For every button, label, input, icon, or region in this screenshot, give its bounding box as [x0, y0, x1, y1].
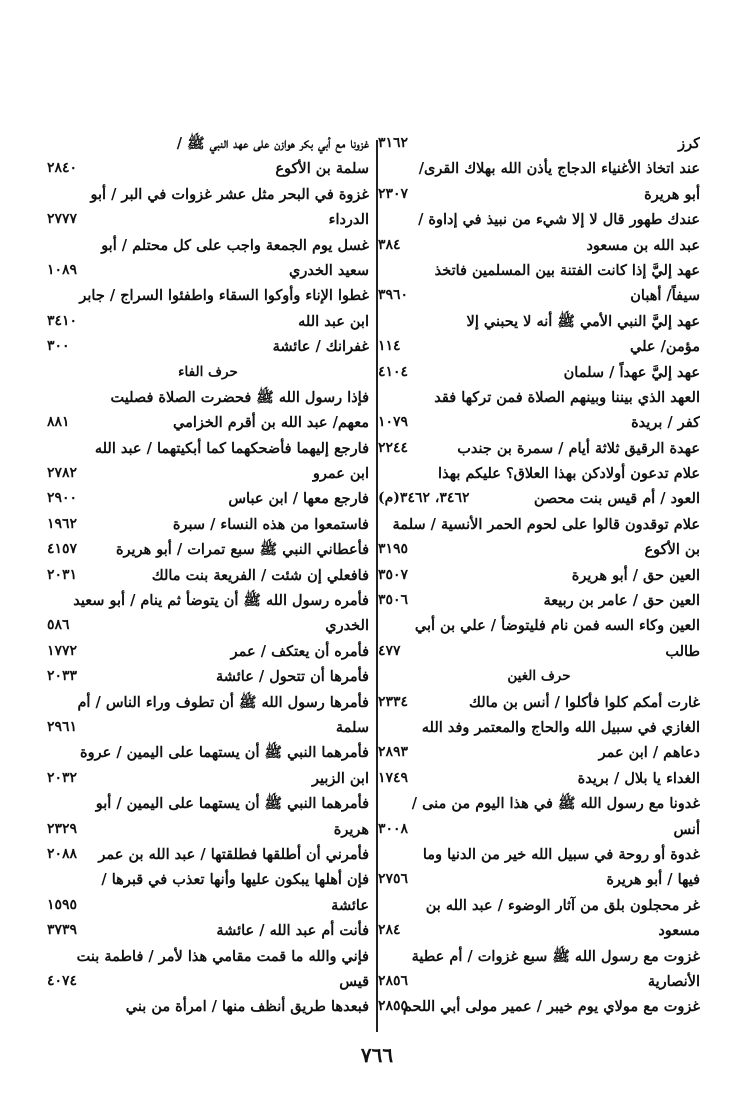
index-entry	[47, 588, 369, 613]
index-entry	[378, 740, 700, 765]
entry-text: سعيد الخدري	[289, 261, 369, 279]
hadith-number: ٢٨٤	[378, 922, 401, 939]
index-entry	[47, 893, 369, 918]
hadith-number: ٢٨٥٥	[378, 998, 409, 1015]
hadith-number: ١٩٦٢	[47, 515, 78, 532]
entry-text: فأمرني أن أطلقها فطلقتها / عبد الله بن عمر	[98, 845, 369, 863]
entry-text: الغازي في سبيل الله والحاج والمعتمر وفد الله	[421, 718, 700, 736]
entry-text: هريرة	[333, 820, 369, 838]
hadith-number: ١٧٧٢	[47, 642, 78, 659]
entry-text: عبد الله بن مسعود	[586, 236, 700, 254]
hadith-number: ٢٧٥٦	[378, 871, 409, 888]
page-number: ٧٦٦	[360, 1043, 394, 1067]
index-entry	[378, 639, 700, 664]
entry-text: معهم/ عبد الله بن أقرم الخزامي	[173, 414, 369, 432]
index-entry	[378, 233, 700, 258]
entry-text: غزوت مع مولاي يوم خيبر / عمير مولى أبي اللحم	[402, 998, 700, 1016]
entry-text: عند اتخاذ الأغنياء الدجاج يأذن الله بهلاك القرى/	[418, 160, 700, 178]
entry-text: فإني والله ما قمت مقامي هذا لأمر / فاطمة بنت	[76, 947, 369, 965]
entry-text: العود / أم قيس بنت محصن	[533, 490, 700, 508]
column-divider	[376, 140, 378, 1032]
index-entry	[378, 537, 700, 562]
entry-text: فأمرها رسول الله ﷺ أن تطوف وراء الناس / أم	[77, 693, 369, 711]
index-entry	[47, 207, 369, 232]
index-entry	[378, 512, 700, 537]
entry-text: فأنت أم عبد الله / عائشة	[216, 922, 369, 940]
index-entry	[47, 309, 369, 334]
right-column	[378, 131, 700, 1020]
hadith-number: ٢٣٢٩	[47, 820, 78, 837]
hadith-number: ١٠٧٩	[378, 414, 409, 431]
hadith-number: ٣٤١٠	[47, 312, 78, 329]
index-entry	[47, 639, 369, 664]
index-entry	[47, 156, 369, 181]
entry-text: عائشة	[331, 896, 369, 914]
index-entry	[47, 944, 369, 969]
entry-text: مسعود	[658, 922, 700, 940]
entry-text: سيفاً/ أهبان	[630, 287, 700, 305]
index-entry	[47, 283, 369, 308]
entry-text: مؤمن/ علي	[630, 338, 700, 356]
index-entry	[47, 258, 369, 283]
index-entry	[47, 918, 369, 943]
hadith-number: ٢٣٠٧	[378, 185, 409, 202]
entry-text: الأنصارية	[647, 972, 700, 990]
index-entry	[47, 334, 369, 359]
index-entry	[47, 766, 369, 791]
hadith-number: ٢٠٣٢	[47, 769, 78, 786]
index-entry	[47, 791, 369, 816]
index-entry	[47, 715, 369, 740]
entry-text: فأمره أن يعتكف / عمر	[230, 642, 369, 660]
hadith-number: ١٥٩٥	[47, 896, 78, 913]
entry-text: فبعدها طريق أنظف منها / امرأة من بني	[125, 998, 369, 1016]
hadith-number: ٢٩٦١	[47, 718, 78, 735]
index-entry	[47, 817, 369, 842]
hadith-number: ٤١٥٧	[47, 541, 78, 558]
entry-text: غزوت مع رسول الله ﷺ سبع غزوات / أم عطية	[411, 947, 700, 965]
index-entry	[378, 283, 700, 308]
entry-text: فأمره رسول الله ﷺ أن يتوضأ ثم ينام / أبو سعيد	[73, 592, 369, 610]
entry-text: العين حق / عامر بن ربيعة	[543, 592, 700, 610]
hadith-number: ٢٧٧٧	[47, 211, 78, 228]
entry-text: غارت أمكم كلوا فأكلوا / أنس بن مالك	[469, 693, 700, 711]
entry-text: فارجع معها / ابن عباس	[228, 490, 369, 508]
index-entry	[378, 385, 700, 410]
entry-text: كفر / بريدة	[631, 414, 700, 432]
index-entry	[47, 842, 369, 867]
index-entry	[47, 537, 369, 562]
entry-text: دعاهم / ابن عمر	[598, 744, 700, 762]
index-entry	[378, 156, 700, 181]
index-entry	[378, 918, 700, 943]
hadith-number: ٢٨٩٣	[378, 744, 409, 761]
hadith-number: ٤١٠٤	[378, 363, 409, 380]
hadith-number: ٢٨٤٠	[47, 160, 78, 177]
index-entry	[47, 867, 369, 892]
entry-text: فاستمعوا من هذه النساء / سبرة	[172, 515, 369, 533]
index-entry	[378, 588, 700, 613]
index-entry	[47, 410, 369, 435]
hadith-number: ٣٤٦٢، ٣٤٦٢(م)	[378, 490, 470, 507]
entry-text: فأمرها أن تتحول / عائشة	[216, 668, 369, 686]
index-entry	[47, 233, 369, 258]
entry-text: عهد إليَّ النبي الأمي ﷺ أنه لا يحبني إلا	[466, 312, 700, 330]
index-entry	[378, 690, 700, 715]
entry-text: الدرداء	[328, 211, 369, 229]
index-entry	[378, 893, 700, 918]
index-entry	[47, 690, 369, 715]
hadith-number: ٤٠٧٤	[47, 972, 78, 989]
hadith-number: ٤٧٧	[378, 642, 401, 659]
entry-text: غسل يوم الجمعة واجب على كل محتلم / أبو	[101, 236, 369, 254]
entry-text: فيها / أبو هريرة	[606, 871, 700, 889]
entry-text: غدونا مع رسول الله ﷺ في هذا اليوم من منى /	[411, 795, 700, 813]
index-entry	[47, 385, 369, 410]
index-entry	[378, 613, 700, 638]
entry-text: فإذا رسول الله ﷺ فحضرت الصلاة فصليت	[110, 388, 369, 406]
index-entry	[47, 131, 369, 156]
index-entry	[378, 207, 700, 232]
hadith-number: ٣١٩٥	[378, 541, 409, 558]
hadith-number: ٢٠٣١	[47, 566, 78, 583]
hadith-number: ٢٧٨٢	[47, 465, 78, 482]
entry-text: فارجع إليهما فأضحكهما كما أبكيتهما / عبد الله	[94, 439, 369, 457]
index-entry	[378, 131, 700, 156]
hadith-number: ٢٢٤٤	[378, 439, 409, 456]
section-heading	[47, 360, 369, 385]
entry-text: حرف الغين	[507, 668, 571, 685]
entry-text: علام توقدون قالوا على لحوم الحمر الأنسية / سلمة	[392, 515, 700, 533]
hadith-number: ٢٣٣٤	[378, 693, 409, 710]
entry-text: عهد إليَّ إذا كانت الفتنة بين المسلمين فاتخذ	[434, 261, 700, 279]
entry-text: قيس	[339, 972, 369, 990]
index-entry	[378, 309, 700, 334]
entry-text: فأمرهما النبي ﷺ أن يستهما على اليمين / عروة	[80, 744, 369, 762]
index-entry	[47, 512, 369, 537]
entry-text: غطوا الإناء وأوكوا السقاء واطفئوا السراج / جابر	[79, 287, 369, 305]
hadith-number: ٣٥٠٦	[378, 592, 409, 609]
entry-text: فإن أهلها يبكون عليها وأنها تعذب في قبرها /	[101, 871, 369, 889]
entry-text: أنس	[673, 820, 700, 838]
left-column	[47, 131, 369, 1020]
hadith-number: ٢٨٥٦	[378, 972, 409, 989]
entry-text: غزوة في البحر مثل عشر غزوات في البر / أبو	[90, 185, 369, 203]
index-entry	[378, 182, 700, 207]
entry-text: الغداء يا بلال / بريدة	[577, 769, 700, 787]
index-entry	[47, 969, 369, 994]
entry-text: العهد الذي بيننا وبينهم الصلاة فمن تركها فقد	[434, 388, 700, 406]
entry-text: ابن عمرو	[312, 465, 369, 483]
index-entry	[378, 563, 700, 588]
hadith-number: ٣٠٠	[47, 338, 70, 355]
entry-text: عندك طهور قال لا إلا شيء من نبيذ في إداوة /	[418, 211, 700, 229]
entry-text: فأمرهما النبي ﷺ أن يستهما على اليمين / أبو	[95, 795, 369, 813]
index-entry	[378, 994, 700, 1019]
entry-text: كرز	[678, 135, 700, 152]
index-entry	[378, 715, 700, 740]
index-entry	[47, 486, 369, 511]
entry-text: حرف الفاء	[178, 363, 238, 380]
entry-text: العين وكاء السه فمن نام فليتوضأ / علي بن أبي	[414, 617, 700, 635]
index-entry	[378, 461, 700, 486]
entry-text: فأعطاني النبي ﷺ سبع تمرات / أبو هريرة	[115, 541, 369, 559]
entry-text: سلمة بن الأكوع	[275, 160, 369, 178]
hadith-number: ١٧٤٩	[378, 769, 409, 786]
hadith-number: ٨٨١	[47, 414, 70, 431]
entry-text: طالب	[665, 642, 700, 660]
entry-text: العين حق / أبو هريرة	[571, 566, 700, 584]
entry-text: عهدة الرقيق ثلاثة أيام / سمرة بن جندب	[457, 439, 700, 457]
hadith-number: ٣٧٣٩	[47, 922, 78, 939]
index-entry	[378, 410, 700, 435]
index-entry	[47, 613, 369, 638]
entry-text: علام تدعون أولادكن بهذا العلاق؟ عليكم بهذا	[438, 465, 700, 483]
index-entry	[47, 461, 369, 486]
hadith-number: ٢٠٨٨	[47, 845, 78, 862]
hadith-number: ٣٥٠٧	[378, 566, 409, 583]
hadith-number: ٣١٦٢	[378, 135, 409, 151]
entry-text: ابن الزبير	[311, 769, 369, 787]
index-entry	[378, 766, 700, 791]
index-entry	[378, 817, 700, 842]
index-entry	[378, 791, 700, 816]
hadith-number: ٣٨٤	[378, 236, 401, 253]
hadith-number: ٣٠٠٨	[378, 820, 409, 837]
entry-text: غر محجلون بلق من آثار الوضوء / عبد الله بن	[425, 896, 700, 914]
hadith-number: ٢٩٠٠	[47, 490, 78, 507]
entry-text: عهد إليَّ عهداً / سلمان	[563, 363, 700, 381]
hadith-number: ٥٨٦	[47, 617, 70, 634]
hadith-number: ٣٩٦٠	[378, 287, 409, 304]
entry-text: فافعلي إن شئت / الفريعة بنت مالك	[151, 566, 369, 584]
entry-text: بن الأكوع	[644, 541, 700, 559]
index-entry	[378, 360, 700, 385]
index-entry	[378, 944, 700, 969]
entry-text: الخدري	[325, 617, 369, 635]
hadith-number: ١١٤	[378, 338, 401, 355]
index-entry	[47, 994, 369, 1019]
index-entry	[378, 969, 700, 994]
index-entry	[47, 436, 369, 461]
index-entry	[378, 486, 700, 511]
entry-text: غدوة أو روحة في سبيل الله خير من الدنيا وما	[422, 845, 700, 863]
hadith-number: ٢٠٣٣	[47, 668, 78, 685]
index-entry	[378, 258, 700, 283]
index-entry	[47, 664, 369, 689]
entry-text: غزونا مع أبي بكر هوازن على عهد النبي ﷺ /	[176, 135, 369, 152]
index-entry	[47, 182, 369, 207]
index-entry	[378, 867, 700, 892]
hadith-number: ١٠٨٩	[47, 261, 78, 278]
section-heading	[378, 664, 700, 689]
index-entry	[378, 842, 700, 867]
index-entry	[378, 436, 700, 461]
index-entry	[378, 334, 700, 359]
entry-text: ابن عبد الله	[298, 312, 369, 330]
entry-text: أبو هريرة	[644, 185, 700, 203]
entry-text: غفرانك / عائشة	[272, 338, 369, 356]
entry-text: سلمة	[335, 718, 369, 736]
index-entry	[47, 563, 369, 588]
index-entry	[47, 740, 369, 765]
